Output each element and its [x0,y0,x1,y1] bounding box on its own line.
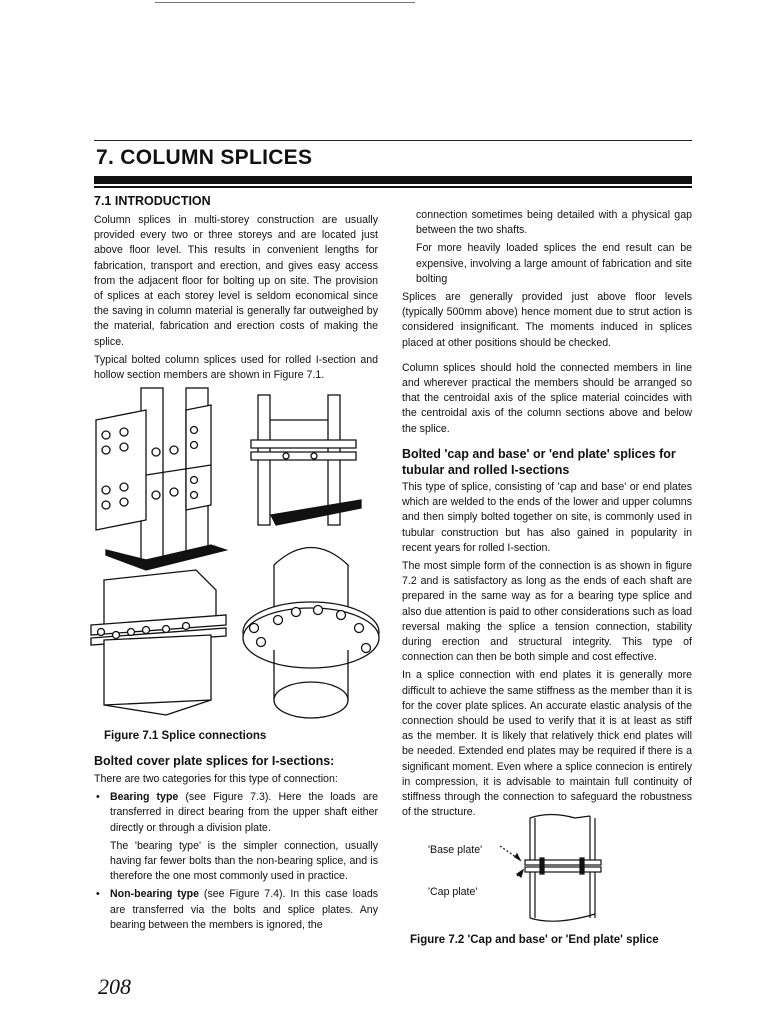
intro-paragraph-2: Typical bolted column splices used for rolled I-section and hollow section members are shown in Figure 7.1. [94,353,378,382]
header-rule-thick [94,176,692,184]
end-plate-paragraph-2: The most simple form of the connection is as shown in figure 7.2 and is satisfactory as long as the ends of each shaft are prepared in the same way as for a bearing type splice and also due attention is paid to other considerations such as load reversal making the splice a tension connection, stability during erection and structural integrity. This type of connection can then be both simple and cost effective. [402,560,692,664]
cover-plate-text [94,772,378,933]
bullet-term: Bearing type [110,791,179,804]
figure-7-2-caption: Figure 7.2 'Cap and base' or 'End plate' splice [410,934,659,946]
end-plate-paragraph-1: This type of splice, consisting of 'cap and base' or end plates which are welded to the ends of the lower and upper columns and then simply bolted together on site, is commonly used in tubular construction but has also gained in popularity in recent years for rolled I-section. [402,481,692,554]
bullet-text: (see Figure 7.3). Here the loads are transferred in direct bearing from the upper shaft either directly or through a division plate. [110,791,379,834]
intro-text [94,213,378,383]
header-rule-top [94,140,692,141]
bullet-term: Non-bearing type [110,888,200,901]
right-column-text [402,208,692,437]
bullet-dot: • [96,791,100,804]
page-number: 208 [98,974,131,999]
i-section-end-plate-splice [251,395,361,525]
top-scan-line [155,2,415,3]
bullet-dot: • [96,888,100,901]
header-rule-bottom [94,186,692,188]
i-section-cover-plate-splice [96,388,226,570]
cap-plate-label: 'Cap plate' [428,886,478,898]
base-plate-label: 'Base plate' [428,844,483,856]
circular-hollow-section-splice [243,548,379,719]
categories-intro: There are two categories for this type of connection: [94,773,338,785]
end-plate-text [402,480,692,820]
figure-7-2-end-plate-drawing [495,808,605,933]
chapter-title: 7. COLUMN SPLICES [96,146,313,169]
continuation-paragraph-2: For more heavily loaded splices the end result can be expensive, involving a large amount of fabrication and site bolting [416,242,692,285]
hollow-section-cap-base-splice [91,570,226,715]
bullet-bearing-type [94,790,378,836]
bullet-non-bearing-type [94,887,378,933]
bullet-sub-paragraph: The 'bearing type' is the simpler connection, usually having far fewer bolts than the non-bearing splice, and is therefore the one most commonly used in practice. [110,839,378,883]
subheading-end-plate: Bolted 'cap and base' or 'end plate' splices for tubular and rolled I-sections [402,447,676,477]
subheading-cover-plate: Bolted cover plate splices for I-sections: [94,754,335,768]
section-heading: 7.1 INTRODUCTION [94,194,211,208]
continuation-paragraph-1: connection sometimes being detailed with a physical gap between the two shafts. [416,209,692,237]
end-plate-paragraph-3: In a splice connection with end plates it is generally more difficult to achieve the same stiffness as the member than it is for the cover plate splices. An accurate elastic analysis of the connection should be used to verify that it is at least as stiff as the member. It is likely that relatively thick end plates will be needed. Extended end plates may be required if there is a significant moment. Even where a splice connecion is entirely in compression, it is advisable to maintain full continuity of stiffness through the connection to safeguard the robustness of the structure. [402,669,692,819]
figure-7-1-caption: Figure 7.1 Splice connections [104,730,267,742]
figure-7-1-splice-drawings [86,380,386,730]
alignment-paragraph: Column splices should hold the connected members in line and wherever practical the members should be arranged so that the centroidal axis of the splice material coincides with the centroidal axis of the column sections above and below the splice. [402,361,692,435]
bullet-text: (see Figure 7.4). In this case loads are transferred via the bolts and splice plates. Any bearing between the members is ignored, the [110,888,379,931]
splice-location-paragraph: Splices are generally provided just above floor levels (typically 500mm above) hence moment due to strut action is considered insignificant. The moments induced in splices placed at other positions should be checked. [402,291,692,349]
intro-paragraph-1: Column splices in multi-storey construction are usually provided every two or three storeys and are located just above floor level. This results in convenient lengths for fabrication, transport and erection, and gives easy access from the adjacent floor for bolting up on site. The provision of splices at each storey level is seldom economical since the saving in column material is generally far outweighed by the material, fabrication and erection costs of making the splice. [94,214,378,348]
